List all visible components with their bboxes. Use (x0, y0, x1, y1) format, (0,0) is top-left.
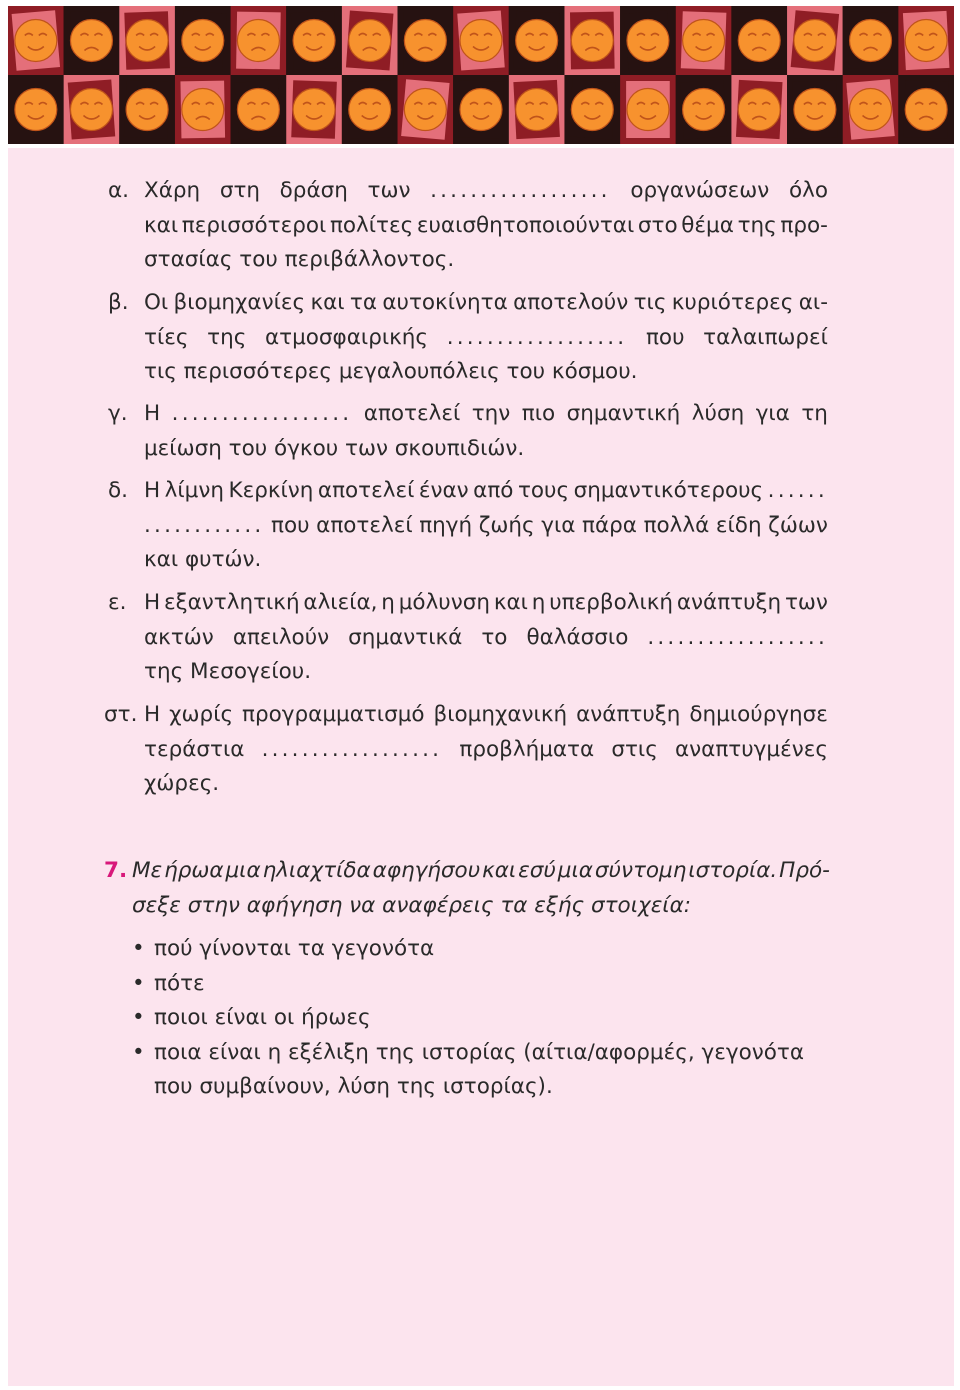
smiley-face-icon (126, 20, 168, 62)
sad-face-icon (404, 20, 446, 62)
smiley-face-icon (683, 20, 725, 62)
smiley-face-icon (349, 89, 391, 131)
sad-face-icon (738, 20, 780, 62)
exercise-instruction-line: σεξε στην αφήγηση να αναφέρεις τα εξής στοιχεία: (132, 892, 691, 918)
item-label: α. (108, 178, 130, 203)
exercise-instruction-line: Με ήρωα μια ηλιαχτίδα αφηγήσου και εσύ μια σύντομη ιστορία. Πρό- (132, 858, 830, 883)
item-text-line: Οι βιομηχανίες και τα αυτοκίνητα αποτελούν τις κυριότερες αι- (144, 290, 828, 315)
smiley-face-icon (126, 89, 168, 131)
bullet-item: • πότε (132, 967, 832, 1002)
smiley-faces-pattern (8, 6, 954, 144)
smiley-face-icon (460, 89, 502, 131)
bullet-item: • πού γίνονται τα γεγονότα (132, 932, 832, 967)
item-text-line: Η χωρίς προγραμματισμό βιομηχανική ανάπτυξη δημιούργησε (144, 702, 828, 727)
item-text-line: ακτών απειλούν σημαντικά το θαλάσσιο .................. (144, 624, 828, 650)
smiley-face-icon (293, 20, 335, 62)
item-text-line: στασίας του περιβάλλοντος. (144, 247, 455, 272)
story-elements-list (132, 932, 832, 1105)
bullet-item: • ποια είναι η εξέλιξη της ιστορίας (αίτια/αφορμές, γεγονότα που συμβαίνουν, λύση της ιστορίας). (132, 1036, 832, 1105)
item-label: στ. (104, 702, 138, 727)
smiley-face-icon (404, 89, 446, 131)
item-text-line: τις περισσότερες μεγαλουπόλεις του κόσμου. (144, 359, 638, 384)
item-label: ε. (108, 590, 127, 615)
item-label: β. (108, 290, 129, 315)
item-text-line: και φυτών. (144, 547, 262, 572)
sad-face-icon (349, 20, 391, 62)
item-text-line: και περισσότεροι πολίτες ευαισθητοποιούνται στο θέμα της προ- (144, 212, 828, 238)
exercise-item-a (108, 174, 828, 278)
sad-face-icon (237, 89, 279, 131)
item-text-line: τεράστια .................. προβλήματα στις αναπτυγμένες (144, 736, 828, 762)
item-text-line: της Μεσογείου. (144, 659, 312, 684)
smiley-face-icon (850, 89, 892, 131)
exercise-7 (104, 854, 830, 923)
smiley-face-icon (627, 20, 669, 62)
item-label: δ. (108, 478, 128, 503)
smiley-face-icon (905, 20, 947, 62)
item-text-line: μείωση του όγκου των σκουπιδιών. (144, 435, 525, 461)
exercise-item-b (108, 286, 828, 390)
sad-face-icon (738, 89, 780, 131)
smiley-face-icon (683, 89, 725, 131)
exercise-number: 7. (104, 858, 128, 883)
bullet-item: • ποιοι είναι οι ήρωες (132, 1001, 832, 1036)
sad-face-icon (516, 89, 558, 131)
exercise-item-c (108, 397, 828, 466)
smiley-face-icon (182, 20, 224, 62)
exercise-item-d (108, 474, 828, 578)
item-text-line: Η λίμνη Κερκίνη αποτελεί έναν από τους σημαντικότερους ...... (144, 478, 828, 503)
exercise-item-st (104, 698, 828, 802)
sad-face-icon (182, 89, 224, 131)
item-label: γ. (108, 401, 128, 426)
smiley-face-icon (70, 89, 112, 131)
smiley-face-icon (794, 89, 836, 131)
smiley-face-icon (571, 89, 613, 131)
item-text-line: τίες της ατμοσφαιρικής .................. που ταλαιπωρεί (144, 324, 828, 350)
item-text-line: Η εξαντλητική αλιεία, η μόλυνση και η υπερβολική ανάπτυξη των (144, 590, 828, 615)
item-text-line: ............ που αποτελεί πηγή ζωής για πάρα πολλά είδη ζώων (144, 512, 828, 538)
sad-face-icon (70, 20, 112, 62)
smiley-face-icon (516, 20, 558, 62)
exercise-item-e (108, 586, 828, 690)
smiley-face-icon (460, 20, 502, 62)
item-text-line: Η .................. αποτελεί την πιο σημαντική λύση για τη (144, 401, 828, 426)
decorative-banner (8, 6, 954, 144)
smiley-face-icon (627, 89, 669, 131)
smiley-face-icon (15, 89, 57, 131)
item-text-line: Χάρη στη δράση των .................. οργανώσεων όλο (144, 178, 828, 203)
smiley-face-icon (293, 89, 335, 131)
sad-face-icon (905, 89, 947, 131)
smiley-face-icon (15, 20, 57, 62)
smiley-face-icon (794, 20, 836, 62)
sad-face-icon (571, 20, 613, 62)
sad-face-icon (237, 20, 279, 62)
sad-face-icon (850, 20, 892, 62)
item-text-line: χώρες. (144, 771, 220, 796)
